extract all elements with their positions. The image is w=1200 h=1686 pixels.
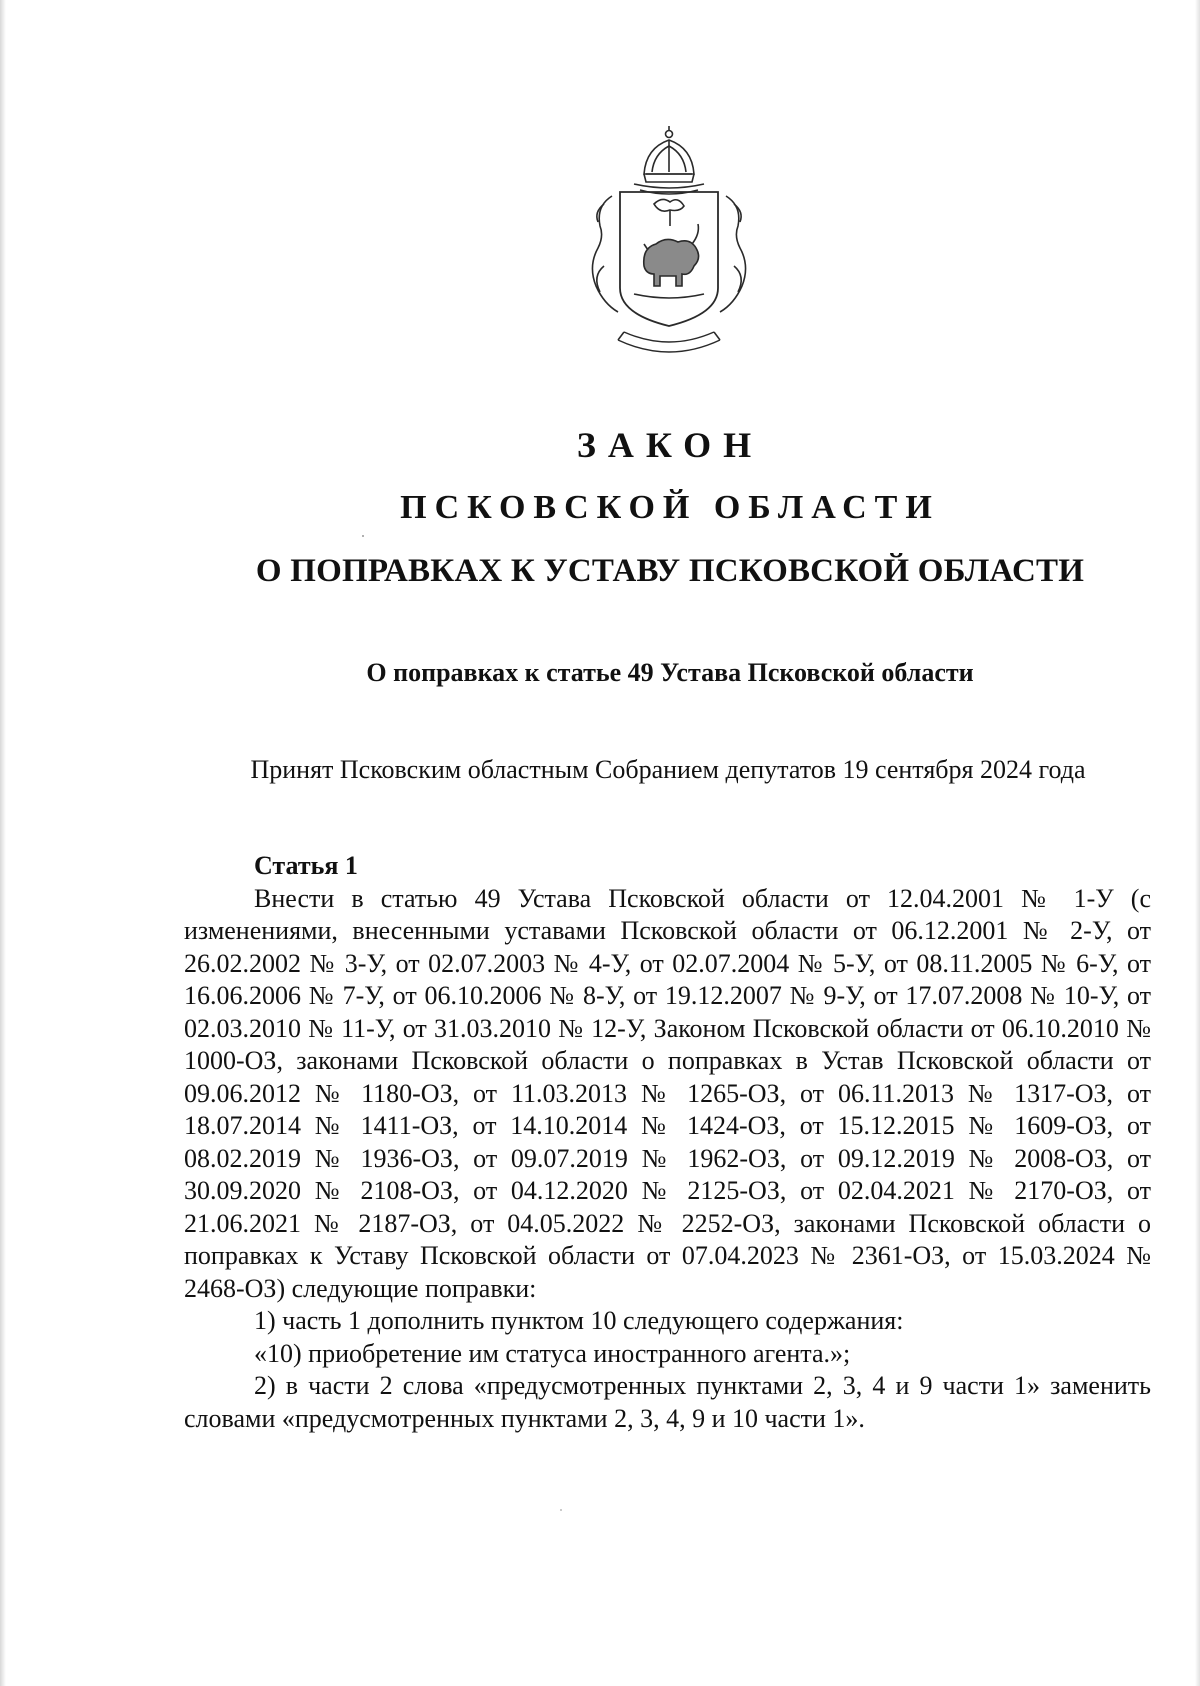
law-subtitle: О поправках к статье 49 Устава Псковской области xyxy=(366,658,974,687)
amendment-item: 1) часть 1 дополнить пунктом 10 следующего содержания: xyxy=(254,1306,904,1335)
scan-edge-right xyxy=(1195,0,1200,1686)
amendment-item: «10) приобретение им статуса иностранного агента.»; xyxy=(254,1338,851,1368)
pskov-coat-of-arms-icon xyxy=(574,126,764,366)
scan-speck xyxy=(362,535,364,537)
document-title: ЗАКОН xyxy=(576,425,764,465)
scan-speck xyxy=(560,1509,562,1511)
law-subject-title: О ПОПРАВКАХ К УСТАВУ ПСКОВСКОЙ ОБЛАСТИ xyxy=(255,553,1085,589)
article-1 xyxy=(184,850,1151,1435)
article-body: Внести в статью 49 Устава Псковской области от 12.04.2001 № 1-У (с изменениями, внесенными уставами Псковской области от 06.12.2001 № 2-У, от 26.02.2002 № 3-У, от 02.07.2003 № 4-У, от 02.07.2004 № 5-У, от 08.11.2005 № 6-У, от 16.06.2006 № 7-У, от 06.10.2006 № 8-У, от 19.12.2007 № 9-У, от 17.07.2008 № 10-У, от 02.03.2010 № 11-У, от 31.03.2010 № 12-У, Законом Псковской области от 06.10.2010 № 1000-ОЗ, законами Псковской области о поправках в Устав Псковской области от 09.06.2012 № 1180-ОЗ, от 11.03.2013 № 1265-ОЗ, от 06.11.2013 № 1317-ОЗ, от 18.07.2014 № 1411-ОЗ, от 14.10.2014 № 1424-ОЗ, от 15.12.2015 № 1609-ОЗ, от 08.02.2019 № 1936-ОЗ, от 09.07.2019 № 1962-ОЗ, от 09.12.2019 № 2008-ОЗ, от 30.09.2020 № 2108-ОЗ, от 04.12.2020 № 2125-ОЗ, от 02.04.2021 № 2170-ОЗ, от 21.06.2021 № 2187-ОЗ, от 04.05.2022 № 2252-ОЗ, законами Псковской области о поправках к Уставу Псковской области от 07.04.2023 № 2361-ОЗ, от 15.03.2024 № 2468-ОЗ) следующие поправки: xyxy=(184,883,1151,1303)
scan-edge-left xyxy=(0,0,6,1686)
adoption-line: Принят Псковским областным Собранием депутатов 19 сентября 2024 года xyxy=(250,755,1086,784)
amendment-item: 2) в части 2 слова «предусмотренных пунктами 2, 3, 4 и 9 части 1» заменить словами «предусмотренных пунктами 2, 3, 4, 9 и 10 части 1». xyxy=(184,1371,1151,1433)
article-heading: Статья 1 xyxy=(254,851,358,880)
region-title: ПСКОВСКОЙ ОБЛАСТИ xyxy=(400,489,940,526)
